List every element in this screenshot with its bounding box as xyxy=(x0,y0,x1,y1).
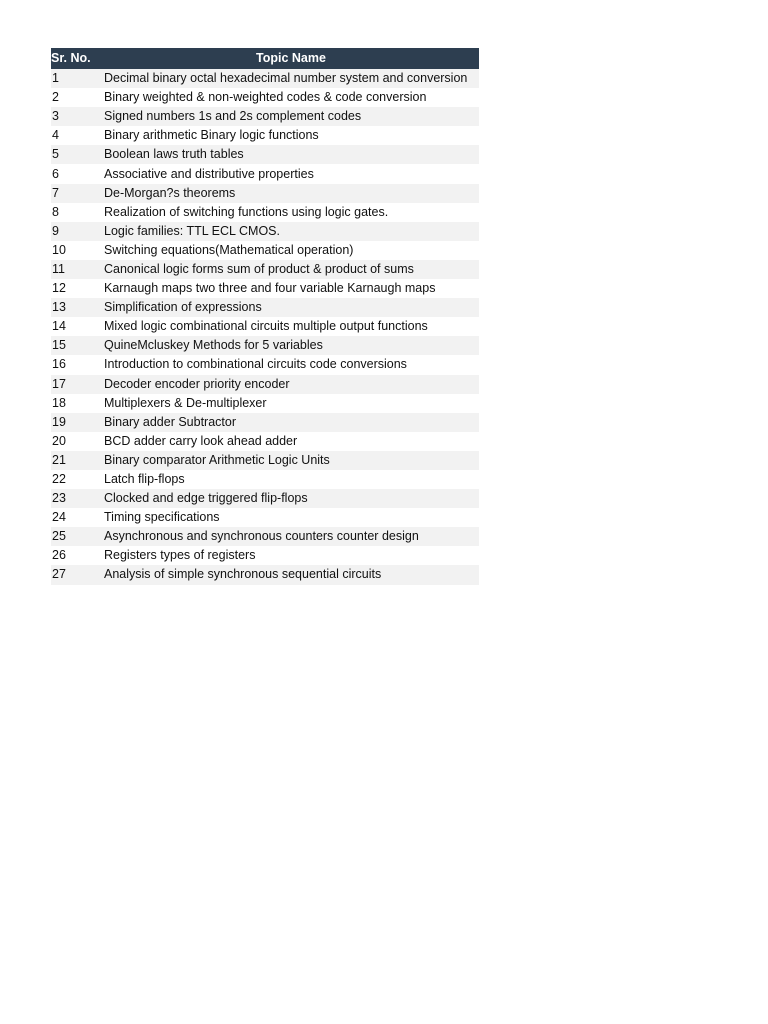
topic-name-cell: Logic families: TTL ECL CMOS. xyxy=(103,222,479,241)
table-row xyxy=(51,355,479,374)
topic-name-cell: Timing specifications xyxy=(103,508,479,527)
topic-name-cell: Latch flip-flops xyxy=(103,470,479,489)
topic-name-cell: Mixed logic combinational circuits multiple output functions xyxy=(103,317,479,336)
sr-no-cell: 9 xyxy=(51,222,103,241)
sr-no-cell: 1 xyxy=(51,69,103,88)
topic-name-cell: Analysis of simple synchronous sequential circuits xyxy=(103,565,479,584)
topic-name-cell: Multiplexers & De-multiplexer xyxy=(103,394,479,413)
table-row xyxy=(51,317,479,336)
sr-no-cell: 4 xyxy=(51,126,103,145)
table-body xyxy=(51,69,479,585)
table-row xyxy=(51,336,479,355)
sr-no-cell: 24 xyxy=(51,508,103,527)
sr-no-cell: 16 xyxy=(51,355,103,374)
topic-name-cell: Binary arithmetic Binary logic functions xyxy=(103,126,479,145)
sr-no-cell: 6 xyxy=(51,164,103,183)
topic-name-cell: Asynchronous and synchronous counters counter design xyxy=(103,527,479,546)
sr-no-cell: 21 xyxy=(51,451,103,470)
sr-no-cell: 3 xyxy=(51,107,103,126)
table-row xyxy=(51,184,479,203)
table-row xyxy=(51,546,479,565)
topic-name-cell: Decimal binary octal hexadecimal number system and conversion xyxy=(103,69,479,88)
topic-name-cell: De-Morgan?s theorems xyxy=(103,184,479,203)
table-row xyxy=(51,565,479,584)
topic-name-cell: BCD adder carry look ahead adder xyxy=(103,432,479,451)
table-row xyxy=(51,222,479,241)
table-row xyxy=(51,203,479,222)
table-row xyxy=(51,527,479,546)
table-row xyxy=(51,432,479,451)
topics-table xyxy=(51,48,479,585)
table-row xyxy=(51,145,479,164)
topic-name-cell: QuineMcluskey Methods for 5 variables xyxy=(103,336,479,355)
sr-no-cell: 5 xyxy=(51,145,103,164)
table-row xyxy=(51,88,479,107)
table-row xyxy=(51,508,479,527)
topic-name-cell: Clocked and edge triggered flip-flops xyxy=(103,489,479,508)
sr-no-cell: 13 xyxy=(51,298,103,317)
column-header-topic-name: Topic Name xyxy=(103,48,479,69)
sr-no-cell: 12 xyxy=(51,279,103,298)
sr-no-cell: 11 xyxy=(51,260,103,279)
sr-no-cell: 7 xyxy=(51,184,103,203)
column-header-sr-no: Sr. No. xyxy=(51,48,103,69)
topic-name-cell: Karnaugh maps two three and four variable Karnaugh maps xyxy=(103,279,479,298)
sr-no-cell: 25 xyxy=(51,527,103,546)
table-row xyxy=(51,375,479,394)
table-row xyxy=(51,107,479,126)
sr-no-cell: 10 xyxy=(51,241,103,260)
topic-name-cell: Binary weighted & non-weighted codes & code conversion xyxy=(103,88,479,107)
topic-name-cell: Binary comparator Arithmetic Logic Units xyxy=(103,451,479,470)
table-row xyxy=(51,69,479,88)
sr-no-cell: 22 xyxy=(51,470,103,489)
topic-name-cell: Boolean laws truth tables xyxy=(103,145,479,164)
sr-no-cell: 8 xyxy=(51,203,103,222)
topic-name-cell: Simplification of expressions xyxy=(103,298,479,317)
sr-no-cell: 17 xyxy=(51,375,103,394)
topic-name-cell: Signed numbers 1s and 2s complement codes xyxy=(103,107,479,126)
sr-no-cell: 2 xyxy=(51,88,103,107)
sr-no-cell: 20 xyxy=(51,432,103,451)
table-row xyxy=(51,126,479,145)
sr-no-cell: 26 xyxy=(51,546,103,565)
topic-name-cell: Introduction to combinational circuits code conversions xyxy=(103,355,479,374)
sr-no-cell: 18 xyxy=(51,394,103,413)
table-row xyxy=(51,413,479,432)
sr-no-cell: 15 xyxy=(51,336,103,355)
table-header-row xyxy=(51,48,479,69)
table-row xyxy=(51,279,479,298)
topic-name-cell: Binary adder Subtractor xyxy=(103,413,479,432)
topic-name-cell: Canonical logic forms sum of product & product of sums xyxy=(103,260,479,279)
topic-name-cell: Realization of switching functions using logic gates. xyxy=(103,203,479,222)
table-row xyxy=(51,260,479,279)
table-row xyxy=(51,164,479,183)
topic-name-cell: Decoder encoder priority encoder xyxy=(103,375,479,394)
table-row xyxy=(51,489,479,508)
table-row xyxy=(51,241,479,260)
topic-name-cell: Associative and distributive properties xyxy=(103,164,479,183)
sr-no-cell: 14 xyxy=(51,317,103,336)
sr-no-cell: 19 xyxy=(51,413,103,432)
table-row xyxy=(51,470,479,489)
table-row xyxy=(51,394,479,413)
table-row xyxy=(51,451,479,470)
sr-no-cell: 27 xyxy=(51,565,103,584)
topic-name-cell: Registers types of registers xyxy=(103,546,479,565)
sr-no-cell: 23 xyxy=(51,489,103,508)
topic-name-cell: Switching equations(Mathematical operation) xyxy=(103,241,479,260)
table-row xyxy=(51,298,479,317)
